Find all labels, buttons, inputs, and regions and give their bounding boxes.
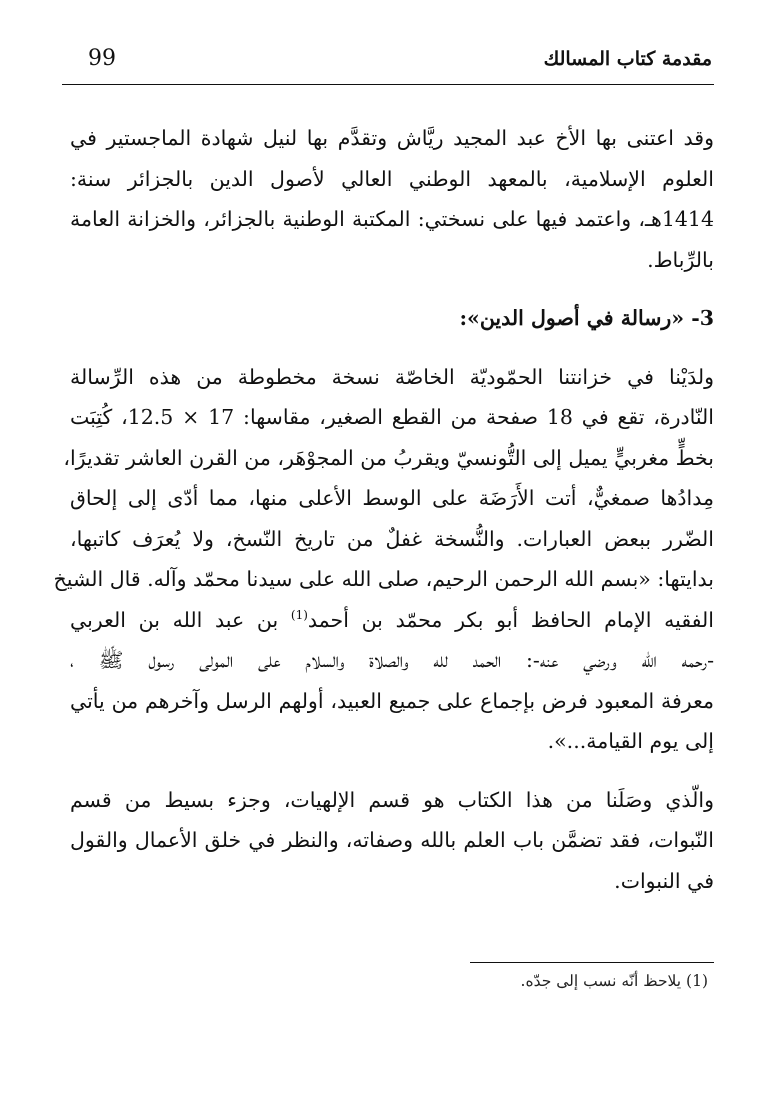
text-line: بدايتها: «بسم الله الرحمن الرحيم، صلى الله على سيدنا محمّد وآله. قال الشيخ [53, 567, 714, 591]
text-segment: بن عبد الله بن العربي [70, 607, 291, 632]
text-line: بالرِّباط. [647, 247, 714, 272]
text-line: بخطٍّ مغربيٍّ يميل إلى التُّونسيّ ويقربُ من المجوْهَر، من القرن العاشر تقديرًا، [63, 445, 714, 470]
main-text [53, 118, 714, 901]
section-heading: 3- «رسالة في أصول الدين»: [459, 306, 714, 330]
footnote-rule [470, 962, 714, 963]
text-line: العلوم الإسلامية، بالمعهد الوطني العالي لأصول الدين بالجزائر سنة: [70, 166, 714, 191]
header-rule [62, 84, 714, 85]
text-line: النّبوات، فقد تضمَّن باب العلم بالله وصفاته، والنظر في خلق الأعمال والقول [70, 828, 714, 852]
text-line: ولدَيْنا في خزانتنا الحمّوديّة الخاصّة نسخة مخطوطة من هذه الرِّسالة [70, 364, 714, 389]
running-header-title: مقدمة كتاب المسالك [543, 48, 712, 70]
paragraph-gap [70, 339, 714, 357]
page-number: 99 [88, 46, 116, 71]
text-line-with-footnote-marker [70, 600, 714, 641]
paragraph-gap [70, 280, 714, 298]
footnote-marker[interactable]: (1) [290, 607, 308, 622]
text-line: معرفة المعبود فرض بإجماع على جميع العبيد، أولهم الرسل وآخرهم من يأتي [70, 688, 714, 713]
text-line: في النبوات. [614, 868, 714, 893]
text-line: -رحمه الله ورضي عنه-: الحمد لله والصلاة والسلام على المولى رسول ﷺ ، [70, 648, 714, 672]
text-line: 1414هـ، واعتمد فيها على نسختي: المكتبة الوطنية بالجزائر، والخزانة العامة [70, 207, 714, 231]
text-line: والّذي وصَلَنا من هذا الكتاب هو قسم الإلهيات، وجزء بسيط من قسم [70, 787, 714, 812]
footnote: (1) يلاحظ أنّه نسب إلى جدّه. [520, 972, 708, 990]
text-line: النّادرة، تقع في 18 صفحة من القطع الصغير، مقاسها: 17 × 12.5، كُتِبَت [70, 405, 714, 429]
text-segment: الفقيه الإمام الحافظ أبو بكر محمّد بن أحمد [307, 607, 714, 632]
text-line: وقد اعتنى بها الأخ عبد المجيد ريَّاش وتقدَّم بها لنيل شهادة الماجستير في [70, 126, 714, 150]
text-line: إلى يوم القيامة...». [547, 729, 714, 753]
paragraph-gap [70, 762, 714, 780]
text-line: الضّرر ببعض العبارات. والنُّسخة غفلٌ من تاريخ النّسخ، ولا يُعرَف كاتبها، [70, 526, 714, 551]
text-line: مِدادُها صمغيٌّ، أتت الأَرَضَة على الوسط الأعلى منها، مما أدّى إلى إلحاق [70, 486, 714, 510]
